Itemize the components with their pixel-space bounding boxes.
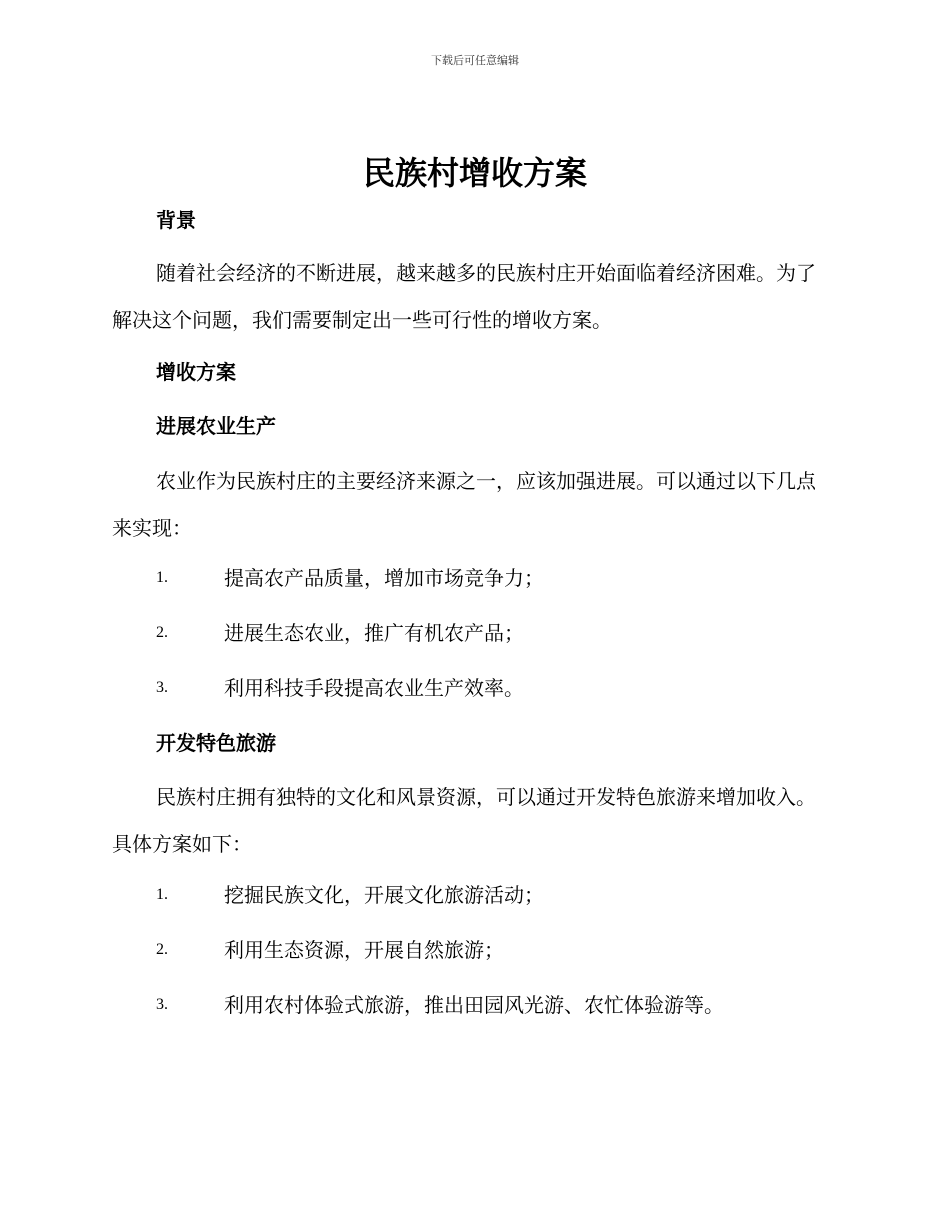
list-text: 挖掘民族文化，开展文化旅游活动；	[224, 883, 544, 907]
paragraph-background: 随着社会经济的不断进展，越来越多的民族村庄开始面临着经济困难。为了解决这个问题，我们需要制定出一些可行性的增收方案。	[112, 261, 816, 332]
list-text: 利用生态资源，开展自然旅游；	[224, 938, 504, 962]
list-number: 1.	[156, 886, 168, 903]
list-item	[0, 674, 950, 702]
list-number: 3.	[156, 996, 168, 1013]
page-header-note: 下载后可任意编辑	[431, 54, 519, 67]
list-item	[0, 564, 950, 592]
list-item	[0, 619, 950, 647]
list-text: 进展生态农业，推广有机农产品；	[224, 621, 524, 645]
list-text: 利用科技手段提高农业生产效率。	[224, 676, 524, 700]
list-item	[0, 991, 950, 1019]
heading-plan: 增收方案	[156, 360, 236, 384]
document-title: 民族村增收方案	[362, 154, 587, 192]
list-text: 提高农产品质量，增加市场竞争力；	[224, 566, 544, 590]
paragraph-tourism: 民族村庄拥有独特的文化和风景资源，可以通过开发特色旅游来增加收入。具体方案如下：	[112, 785, 816, 856]
list-text: 利用农村体验式旅游，推出田园风光游、农忙体验游等。	[224, 993, 724, 1017]
list-number: 2.	[156, 941, 168, 958]
heading-tourism: 开发特色旅游	[156, 731, 276, 755]
list-number: 3.	[156, 679, 168, 696]
list-item	[0, 936, 950, 964]
heading-agriculture: 进展农业生产	[156, 414, 276, 438]
heading-background: 背景	[156, 208, 196, 232]
list-number: 1.	[156, 569, 168, 586]
list-number: 2.	[156, 624, 168, 641]
paragraph-agriculture: 农业作为民族村庄的主要经济来源之一，应该加强进展。可以通过以下几点来实现：	[112, 469, 816, 540]
list-item	[0, 881, 950, 909]
